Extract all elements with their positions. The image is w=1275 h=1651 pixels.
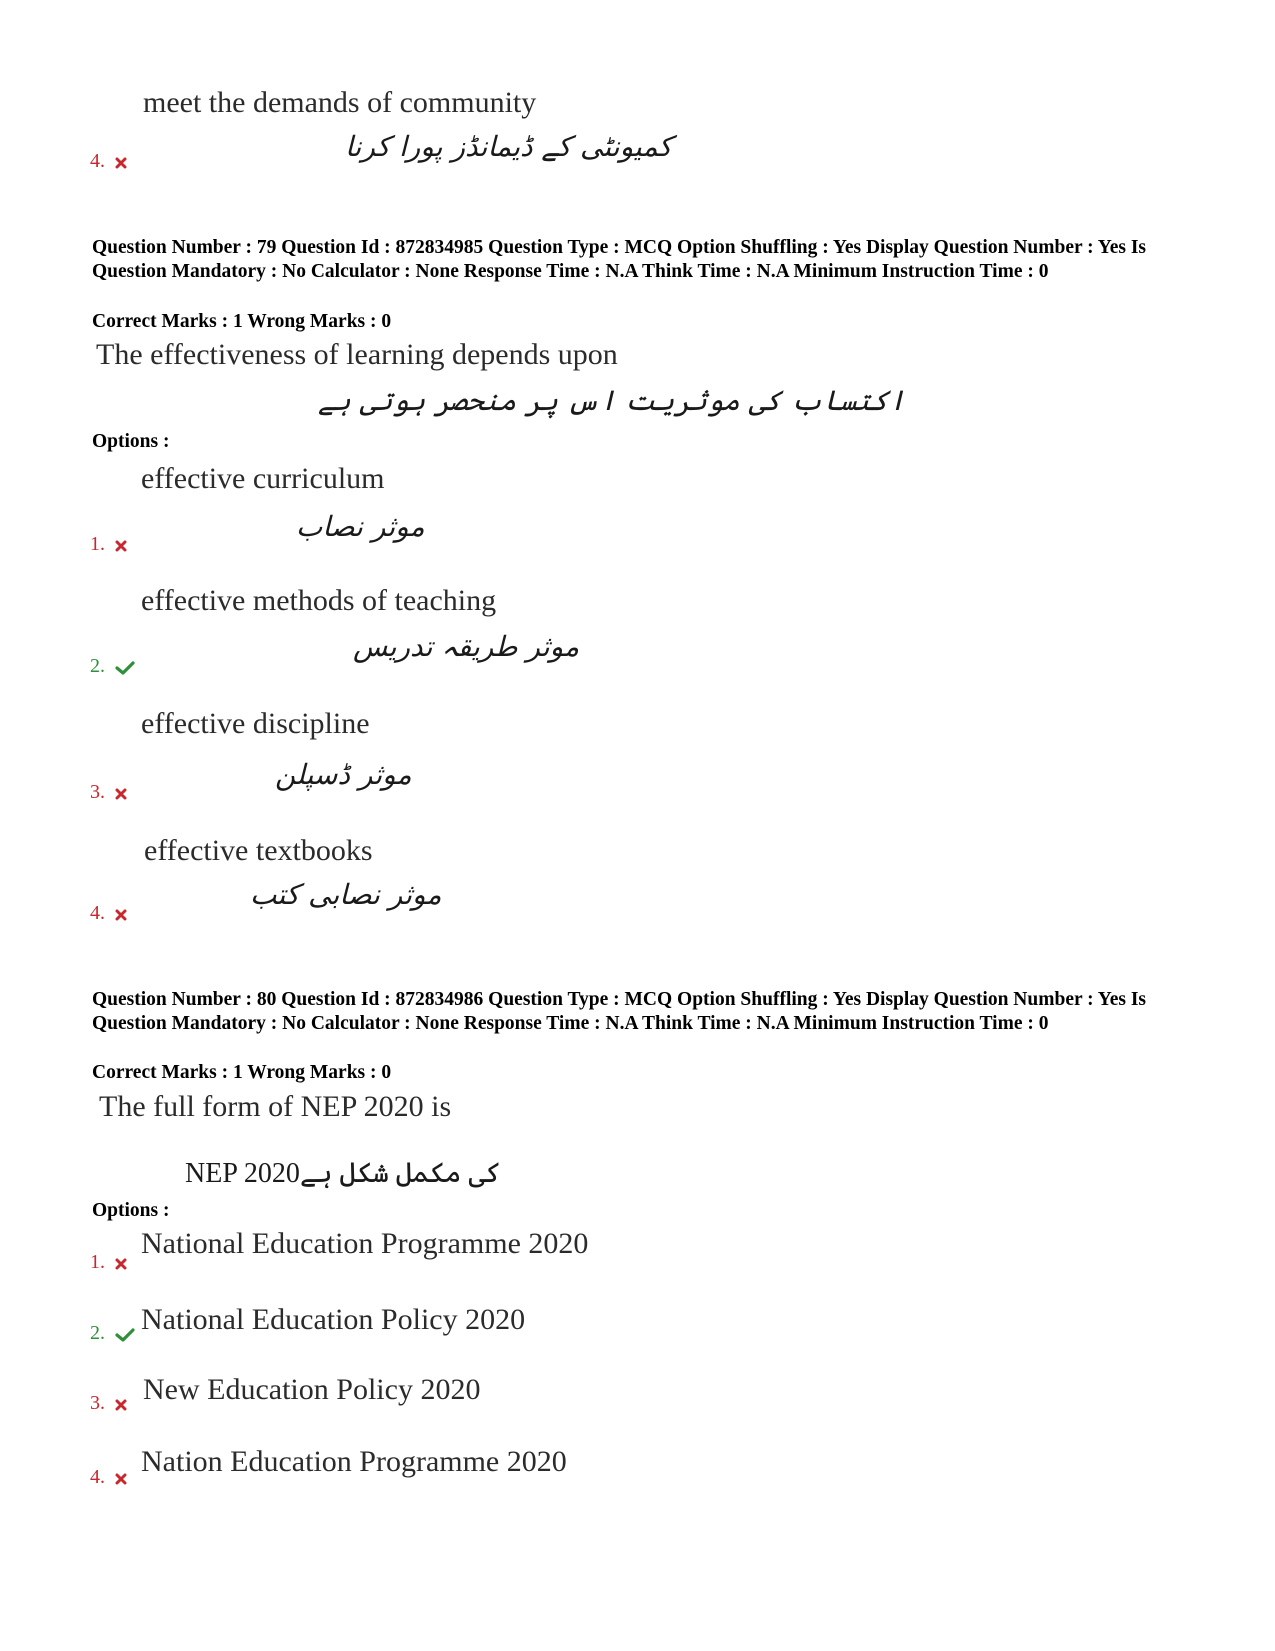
option-english: New Education Policy 2020 xyxy=(143,1373,481,1406)
options-label: Options : xyxy=(92,431,170,452)
question-text-urdu: NEP 2020کی مکمل شکل ہے xyxy=(185,1158,502,1189)
option-marker xyxy=(90,1251,127,1274)
marks-info: Correct Marks : 1 Wrong Marks : 0 xyxy=(92,311,392,332)
option-number: 4. xyxy=(90,1466,105,1488)
option-marker xyxy=(90,1466,127,1489)
cross-icon xyxy=(115,157,127,169)
option-urdu: موثر نصابی کتب xyxy=(250,878,442,911)
marks-info: Correct Marks : 1 Wrong Marks : 0 xyxy=(92,1062,392,1083)
option-marker xyxy=(90,655,135,678)
cross-icon xyxy=(115,540,127,552)
top-option-english: meet the demands of community xyxy=(143,86,537,119)
option-marker xyxy=(90,533,127,556)
cross-icon xyxy=(115,1258,127,1270)
option-english: effective curriculum xyxy=(141,462,385,495)
question-meta: Question Number : 80 Question Id : 872834986 Question Type : MCQ Option Shuffling : Yes Display Question Number : Yes Is Question Mandatory : No Calculator : None Response Time : N.A Think Time : N.A Minimum Instruction Time : 0 xyxy=(92,989,1147,1034)
option-number: 3. xyxy=(90,781,105,803)
option-marker xyxy=(90,1392,127,1415)
check-icon xyxy=(115,1328,135,1342)
check-icon xyxy=(115,661,135,675)
option-number: 4. xyxy=(90,902,105,924)
option-marker xyxy=(90,1322,135,1345)
question-text-english: The effectiveness of learning depends upon xyxy=(96,338,618,371)
top-option-urdu: کمیونٹی کے ڈیمانڈز پورا کرنا xyxy=(345,130,673,163)
option-english: effective methods of teaching xyxy=(141,584,497,617)
option-urdu: موثر نصاب xyxy=(296,510,425,543)
option-number: 4. xyxy=(90,150,105,172)
option-number: 1. xyxy=(90,1251,105,1273)
option-number: 1. xyxy=(90,533,105,555)
cross-icon xyxy=(115,1473,127,1485)
top-option-marker xyxy=(90,150,127,173)
question-meta: Question Number : 79 Question Id : 872834985 Question Type : MCQ Option Shuffling : Yes Display Question Number : Yes Is Question Mandatory : No Calculator : None Response Time : N.A Think Time : N.A Minimum Instruction Time : 0 xyxy=(92,237,1147,282)
option-english: Nation Education Programme 2020 xyxy=(141,1445,567,1478)
question-text-english: The full form of NEP 2020 is xyxy=(99,1090,452,1123)
option-number: 3. xyxy=(90,1392,105,1414)
cross-icon xyxy=(115,1399,127,1411)
option-english: effective discipline xyxy=(141,707,370,740)
question-text-urdu: اکتساب کی موثریت اس پر منحصر ہوتی ہے xyxy=(318,384,906,417)
option-number: 2. xyxy=(90,655,105,677)
option-number: 2. xyxy=(90,1322,105,1344)
option-urdu: موثر طریقہ تدریس xyxy=(353,630,580,663)
cross-icon xyxy=(115,909,127,921)
option-english: effective textbooks xyxy=(144,834,373,867)
options-label: Options : xyxy=(92,1200,170,1221)
option-english: National Education Programme 2020 xyxy=(141,1227,589,1260)
cross-icon xyxy=(115,788,127,800)
option-marker xyxy=(90,781,127,804)
option-marker xyxy=(90,902,127,925)
option-urdu: موثر ڈسپلن xyxy=(275,758,412,791)
option-english: National Education Policy 2020 xyxy=(141,1303,526,1336)
